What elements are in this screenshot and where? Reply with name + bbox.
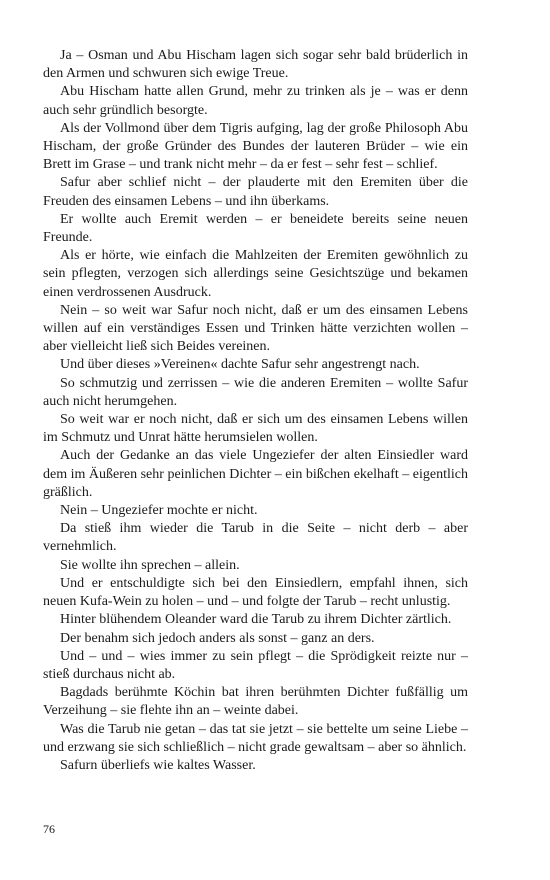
paragraph: Auch der Gedanke an das viele Ungeziefer der alten Einsiedler ward dem im Äußeren sehr peinlichen Dichter – ein bißchen ekelhaft – eigentlich gräßlich.: [43, 448, 468, 500]
paragraph: Er wollte auch Eremit werden – er beneidete bereits seine neuen Freunde.: [43, 211, 468, 246]
paragraph: Safurn überliefs wie kaltes Wasser.: [60, 757, 256, 773]
paragraph: Und er entschuldigte sich bei den Einsiedlern, empfahl ihnen, sich neuen Kufa-Wein zu holen – und – und folgte der Tarub – recht unlustig.: [43, 575, 468, 610]
paragraph: Der benahm sich jedoch anders als sonst – ganz an ders.: [60, 630, 375, 646]
paragraph: Und über dieses »Vereinen« dachte Safur sehr angestrengt nach.: [60, 357, 420, 373]
page-number: 76: [43, 822, 55, 836]
paragraph: Abu Hischam hatte allen Grund, mehr zu trinken als je – was er denn auch sehr gründlich besorgte.: [43, 84, 468, 118]
paragraph: Bagdads berühmte Köchin bat ihren berühmten Dichter fußfällig um Verzeihung – sie flehte ihn an – weinte dabei.: [43, 685, 468, 719]
paragraph: Als der Vollmond über dem Tigris aufging, lag der große Philosoph Abu Hischam, der große Gründer des Bundes der lauteren Brüder – wie ein Brett im Grase – und trank nicht mehr – da er fest – sehr fest – schlief.: [43, 120, 468, 173]
paragraph: Da stieß ihm wieder die Tarub in die Seite – nicht derb – aber vernehmlich.: [43, 521, 468, 555]
paragraph: Ja – Osman und Abu Hischam lagen sich sogar sehr bald brüderlich in den Armen und schwuren sich ewige Treue.: [43, 48, 468, 82]
page-body: [43, 47, 468, 775]
paragraph: Nein – so weit war Safur noch nicht, daß er um des einsamen Lebens willen auf ein verständiges Essen und Trinken hätte verzichten wollen – aber vielleicht ließ sich Beides vereinen.: [43, 302, 468, 355]
paragraph: Sie wollte ihn sprechen – allein.: [60, 557, 240, 573]
paragraph: So weit war er noch nicht, daß er sich um des einsamen Lebens willen im Schmutz und Unrat hätte herumsielen wollen.: [43, 412, 468, 446]
paragraph: Nein – Ungeziefer mochte er nicht.: [60, 503, 258, 519]
paragraph: Als er hörte, wie einfach die Mahlzeiten der Eremiten gewöhnlich zu sein pflegten, verzogen sich allerdings seine Gesichtszüge und bekamen einen verdrossenen Ausdruck.: [43, 248, 468, 300]
paragraph: Safur aber schlief nicht – der plauderte mit den Eremiten über die Freuden des einsamen Lebens – und ihn überkams.: [43, 175, 468, 209]
paragraph: Hinter blühendem Oleander ward die Tarub zu ihrem Dichter zärtlich.: [60, 612, 452, 628]
paragraph: So schmutzig und zerrissen – wie die anderen Eremiten – wollte Safur auch nicht herumgehen.: [43, 375, 468, 409]
paragraph: Was die Tarub nie getan – das tat sie jetzt – sie bettelte um seine Liebe – und erzwang sie sich schließlich – nicht grade gewaltsam – aber so ähnlich.: [43, 721, 468, 755]
paragraph: Und – und – wies immer zu sein pflegt – die Sprödigkeit reizte nur – stieß durchaus nicht ab.: [43, 648, 468, 682]
